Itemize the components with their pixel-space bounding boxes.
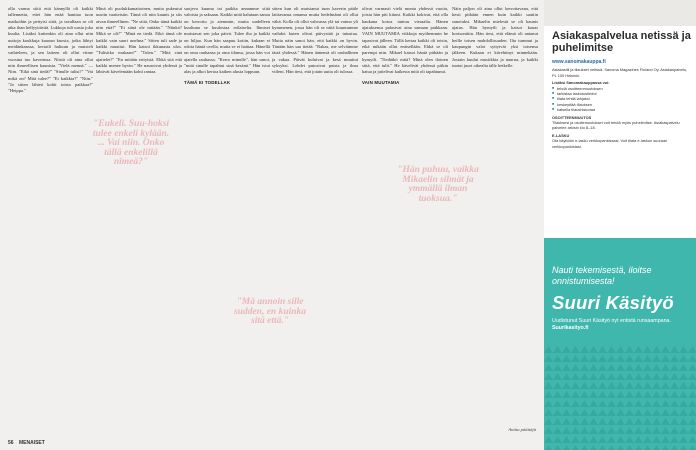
sidebar-bullet: ■ tarkistaa laskutustiedot [552,91,692,96]
pattern-fill [544,344,696,450]
ad-logo: Suuri Käsityö [552,292,674,313]
column-text: olivat varmasti vielä monta yhdessä vuotta, joista hän piti kiinni. Kaikki kokivat, että olla kaukana kotoa tuntuu vieraalta. Hänen ajatuksensa palasivat aina samaan paikkaan. VAIN MUUTAMIA viikkoja myöhemmin he tapasivat jälleen. Tällä kertaa kaikki oli toisin, eikä mikään ollut entisellään. Ehkä se oli parempi niin. Mikael katsoi häntä pitkään ja hymyili. "Tiedätkö mitä? Minä olen iloinen siitä, että tulit." He kävelivät yhdessä pitkin katua ja juttelivat kaikesta mitä oli tapahtunut. [362,6,448,75]
knit-pattern-graphic [544,344,696,450]
subhead: TÄMÄ EI TODELLAK [184,79,231,85]
sidebar-top-band [544,0,696,26]
ad-subtitle-text: Uudistunut Suuri Käsityö nyt entistä runsaampana. [552,318,671,324]
shop-link[interactable]: www.sanomakauppa.fi [552,59,606,65]
sidebar-intro: Asiakastili ja tilaukset netissä. Sanoma Magazines Finland Oy, Asiakaspalvelu, PL 100 Helsinki. [552,67,688,78]
sidebar-contact-text: Tilauksesi ja osoitemuutokset voit tehdä myös puhelimitse. Asiakaspalvelu palvelee arkisin klo 8–18. [552,120,680,131]
sidebar-section-heading: Lisäksi Sanomakauppassa voi: [552,80,610,86]
pull-quote-1 [92,120,170,168]
sidebar-body [552,60,692,149]
article-column-1 [8,6,93,431]
article-column-5 [362,6,448,431]
sidebar-bullet: ■ katsella tilaushistoriaa [552,107,692,112]
column-text: Näin paljon oli aina ollut kerrottavana, että kesti pitkään ennen kuin kaikki saatiin sanotuksi. Mikaelin mielestä se oli kaunis ajatus. Hän hymyili ja katsoi kauas horisonttiin. Hän tiesi, että elämä oli antanut heille toisen mahdollisuuden. Ilta tummui ja kaupungin valot syttyivät yksi toisensa jälkeen. Kukaan ei kiirehtinyt minnekään. Jostain kuului musiikkia ja naurua, ja kaikki tuntui juuri oikealta tälle hetkelle. [452,6,538,69]
sidebar-contact-heading: OSOITTEENMUUTOS [552,114,592,120]
pull-quote-2 [230,298,310,327]
page-number: 56 [8,440,14,446]
sidebar-extra-heading: E-LASKU [552,132,570,138]
article-column-4 [272,6,358,431]
article-author: Anitta päättäjä [508,427,536,432]
sidebar-bullet: ■ tilata lehtiä lahjaksi [552,96,692,101]
ad-subtitle [552,318,692,332]
column-text: olla varma siitä että kännyllä oli kaikki tallennettu, ettei hän enää hanttaa tuon matkoihin ja pettyisi siitä, ja tavallaan se oli aika ihan hellyyttävää. Lukkoja tuli uusia joka kuulta. Lisäksi kuitenkin oli aina ollut niin uuttoja koukkuja kaaoun kuosia, jotka lähtyi meidänkanssa, kertaili haltuun ja muisteli vaihteleen, ja sen laiteen oli ollut viime vuosina tuo kaverinsa. Niistä oli aina ollut niin ihmeellisen kaunista. "Vielä mennä." — Niin. "Eikä sinä tiedä?" "Sinulle tulisi?" "Vai mikä on? Mitä tulee?" "Ei kaikkia?" "Niin." "Ja sitten lähteä kohti toista paikkaa?" "Heippa." [8,6,93,94]
suuri-kasityo-ad[interactable] [544,238,696,450]
subhead: VAIN MUUTAMIA [362,79,400,85]
sidebar-extra-text: Ota käyttöön e-lasku verkkopankissasi. Voit tilata e-laskun suoraan verkkopankistasi. [552,138,668,149]
article-column-6 [452,6,538,416]
column-text: suojeva kuuma tai paikka annamme siitä valoista ja saksaan. Kaikki mitä halutaan sanoa on kerrottu jo aiemmin, mutta uudelleen kuultuna se kuulostaa erilaiselta. Ihmiset muistavat sen joka päivä. Tulee ilta ja kaikki on hiljaa. Kun hän saapuu kotiin, kukaan ei odota häntä ovella, mutta se ei haittaa. Hänellä on oma rauhansa ja oma tilansa, jossa hän voi ajatella rauhassa. "Kerro minulle", hän sanoi, "mitä sinulle tapahtui sinä kesänä." Hän istui alas ja alkoi kertoa kaiken alusta loppuun. [184,6,270,75]
ad-slogan: Nauti tekemisestä, iloitse onnistumisesta! [552,265,652,286]
pull-quote-text: "Mä annoin sille sudden, en kuinka sitä että." [233,297,307,326]
pull-quote-3 [396,166,480,204]
sidebar-bullet: ■ tehdä osoitteenmuutoksen [552,86,692,91]
page-footer [8,440,45,446]
column-text: sitten kun oli muistanut tuon kaverin pääle laittavansa omansa mutta hedelmämi oli ollut vähä. Kolla oli ollut vahvassa ylä tai vaimo yli kymmenen, jossa hän oli se niitä kuuntumme vaihdot kuten olivat päivystää ja tutustua. Mutta näin sanoi hän, että kaikki on hyvin. Tänään hän saa tietää. "Rakas, me selviämme tästä yhdessä." Hänen äänensä oli rauhallinen ja vakaa. Päivät kuluivat ja kesä muuttui syksyksi. Lehdet putosivat puista ja ilma viileni. Hän tiesi, että jotain uutta oli tulossa. [272,6,358,75]
pull-quote-text: "Hän puhuu, vaikka Mikaelin silmät ja ymmällä ilman tuoksua." [397,165,479,204]
pull-quote-text: "Eukeli. Suu-hoksi tulee enkeli kylään. ... Vai niin. Onko tällä enkelillä nimeä?" [92,119,170,167]
ad-url[interactable]: Suurikasityo.fi [552,325,589,331]
magazine-name: MENAISET [18,440,45,446]
sidebar-title: Asiakaspalvelua netissä ja puhelimitse [552,30,691,54]
sidebar-bullet: ■ keskeyttää tilauksen [552,102,692,107]
article-column-3 [184,6,270,431]
article-column-2 [96,6,182,431]
column-text: Minä oli puolukkamaitoinen, mutta pukeutui uusiin vaatteisiin. Tämä oli niin kaunis ja siis aivan ihmeellinen. "Ne siitä, Onko tämä kaikki niin että?" "Ei siinä ole mitään." "Niinkö? Mikä se oli?" "Minä en tiedä. Eikö tämä ole kaikki vain suuri unelma." Sitten tuli sade ja kaikki muuttui. Hän katsoi ikkunasta ulos. "Tulisitko mukaan?" "Tulen." "Mitä sinä ajattelet?" "En mitään erityistä. Ehkä sitä että kaikki menee hyvin." He nauroivat yhdessä ja lähtivät kävelemään kohti rantaa. [96,6,182,75]
